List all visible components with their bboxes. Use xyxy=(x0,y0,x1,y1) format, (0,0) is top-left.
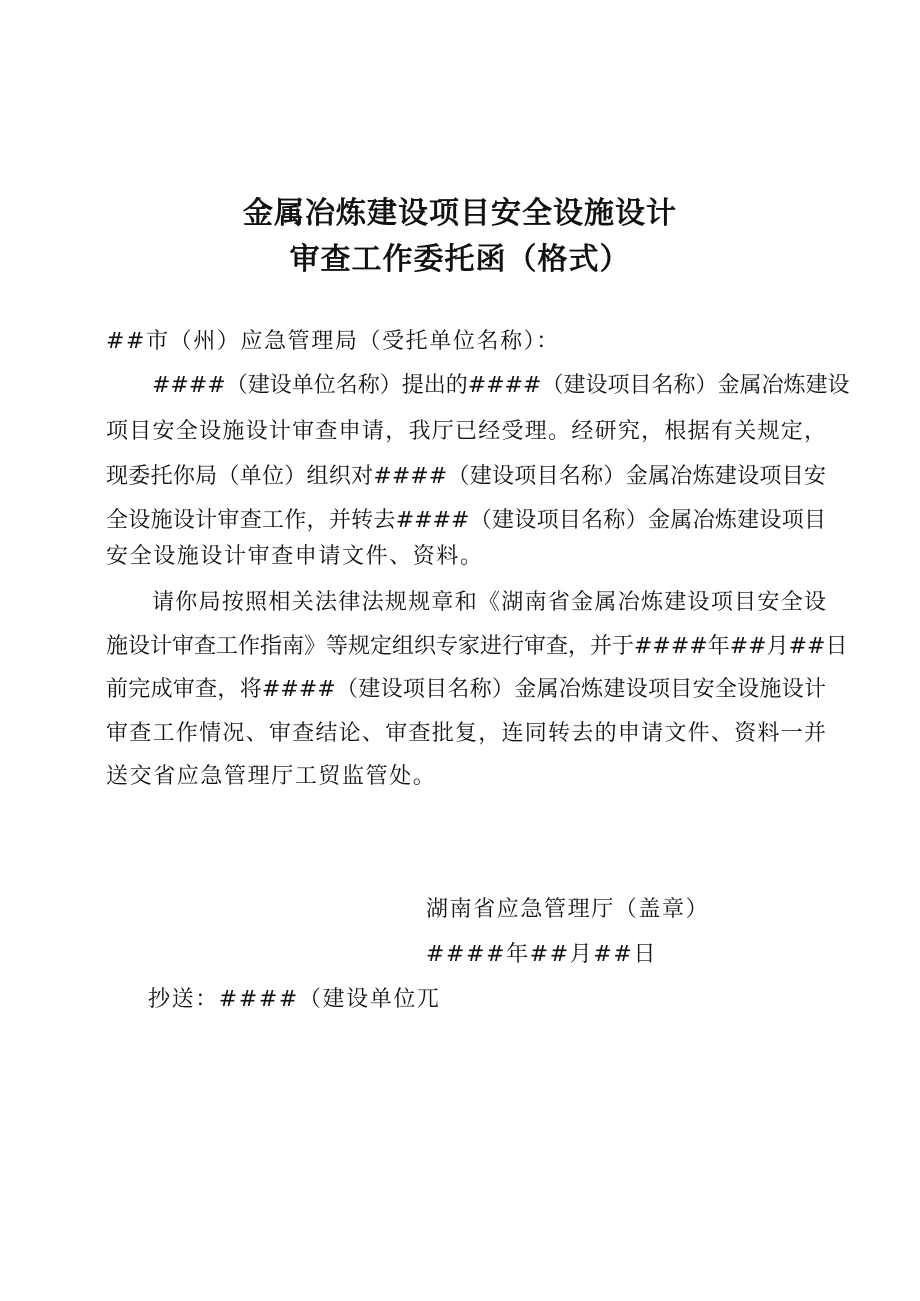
paragraph-2-line: 送交省应急管理厅工贸监管处。 xyxy=(106,764,437,789)
issue-date: ####年##月##日 xyxy=(426,942,658,967)
issuer-signature: 湖南省应急管理厅（盖章） xyxy=(426,897,710,922)
paragraph-2-line: 请你局按照相关法律法规规章和《湖南省金属冶炼建设项目安全设 xyxy=(152,590,826,615)
paragraph-2-line: 审查工作情况、审查结论、审查批复，连同转去的申请文件、资料一并 xyxy=(106,721,826,746)
document-title-line-1: 金属冶炼建设项目安全设施设计 xyxy=(243,196,677,231)
salutation: ##市（州）应急管理局（受托单位名称）： xyxy=(106,329,560,354)
paragraph-1-line: 全设施设计审查工作，并转去####（建设项目名称）金属冶炼建设项目 xyxy=(106,508,826,533)
cc-line: 抄送：####（建设单位兀 xyxy=(148,987,441,1012)
document-title-line-2: 审查工作委托函（格式） xyxy=(289,242,631,277)
paragraph-1-line: 现委托你局（单位）组织对####（建设项目名称）金属冶炼建设项目安 xyxy=(106,464,826,489)
paragraph-1-line: 项目安全设施设计审查申请，我厅已经受理。经研究，根据有关规定， xyxy=(106,419,826,444)
paragraph-2-line: 前完成审查，将####（建设项目名称）金属冶炼建设项目安全设施设计 xyxy=(106,677,826,702)
paragraph-2-line: 施设计审查工作指南》等规定组织专家进行审查，并于####年##月##日 xyxy=(106,634,848,659)
paragraph-1-line: 安全设施设计审查申请文件、资料。 xyxy=(106,544,484,569)
paragraph-1-line: ####（建设单位名称）提出的####（建设项目名称）金属冶炼建设 xyxy=(152,373,850,398)
